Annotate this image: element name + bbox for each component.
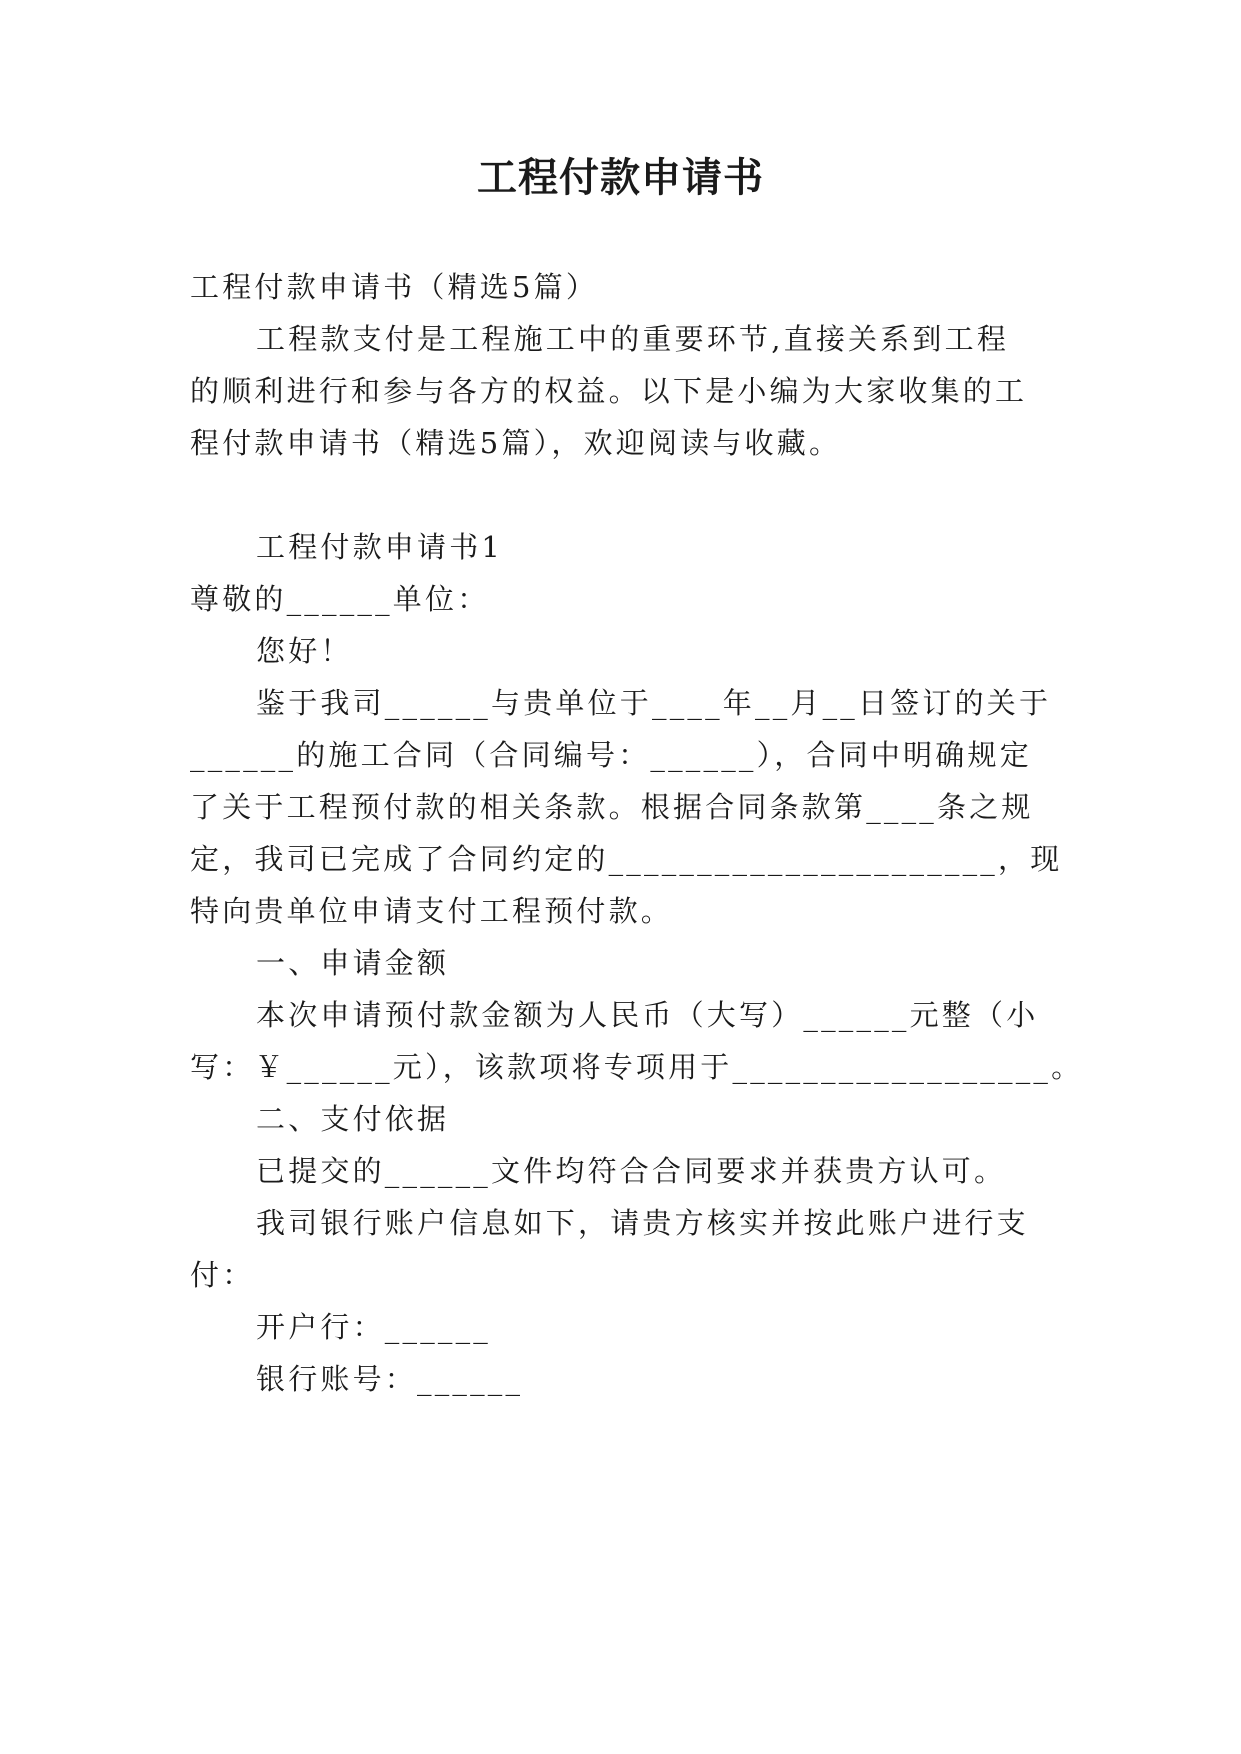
- subtitle-line: 工程付款申请书（精选5篇）: [190, 270, 599, 304]
- bank-account-line: 银行账号：______: [256, 1362, 524, 1396]
- greeting-line: 您好！: [256, 634, 353, 668]
- amount-line-2: 写：￥______元），该款项将专项用于__________________。: [190, 1050, 1084, 1084]
- body-line-2: ______的施工合同（合同编号：______），合同中明确规定: [190, 738, 1032, 772]
- bank-name-line: 开户行：______: [256, 1310, 492, 1344]
- intro-line-3: 程付款申请书（精选5篇），欢迎阅读与收藏。: [190, 426, 842, 460]
- heading-amount: 一、申请金额: [256, 946, 450, 980]
- account-intro-line-1: 我司银行账户信息如下，请贵方核实并按此账户进行支: [256, 1206, 1029, 1240]
- intro-line-1: 工程款支付是工程施工中的重要环节,直接关系到工程: [256, 322, 1010, 356]
- document-title: 工程付款申请书: [477, 154, 764, 201]
- section-heading: 工程付款申请书1: [256, 530, 504, 564]
- body-line-3: 了关于工程预付款的相关条款。根据合同条款第____条之规: [190, 790, 1034, 824]
- account-intro-line-2: 付：: [190, 1258, 255, 1292]
- intro-line-2: 的顺利进行和参与各方的权益。以下是小编为大家收集的工: [190, 374, 1028, 408]
- heading-basis: 二、支付依据: [256, 1102, 450, 1136]
- salutation-line: 尊敬的______单位：: [190, 582, 490, 616]
- basis-line: 已提交的______文件均符合合同要求并获贵方认可。: [256, 1154, 1007, 1188]
- body-line-4: 定，我司已完成了合同约定的______________________，现: [190, 842, 1063, 876]
- amount-line-1: 本次申请预付款金额为人民币（大写）______元整（小: [256, 998, 1039, 1032]
- body-line-5: 特向贵单位申请支付工程预付款。: [190, 894, 674, 928]
- body-line-1: 鉴于我司______与贵单位于____年__月__日签订的关于: [256, 686, 1052, 720]
